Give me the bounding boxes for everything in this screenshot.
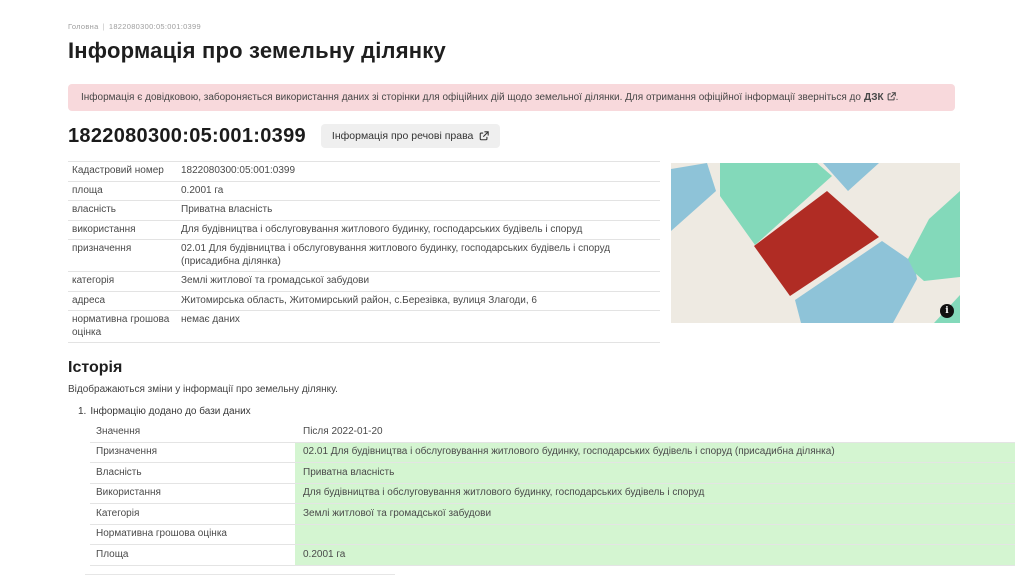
row-value: 02.01 Для будівництва і обслуговування житлового будинку, господарських будівель і споруд (присадибна ділянка): [295, 443, 1015, 463]
row-label: Категорія: [96, 507, 140, 519]
property-rights-button-label: Інформація про речові права: [331, 130, 474, 142]
history-heading: Історія: [68, 359, 123, 376]
cadastral-number: 1822080300:05:001:0399: [68, 124, 306, 147]
table-row: [68, 201, 660, 221]
row-value: Приватна власність: [181, 204, 273, 215]
row-label: нормативна грошова оцінка: [72, 314, 170, 338]
parcel-details-table: [68, 161, 660, 343]
row-label: призначення: [72, 243, 132, 254]
history-table-row: [90, 545, 1015, 566]
row-label: Площа: [96, 548, 129, 560]
history-table: [90, 422, 1015, 566]
history-table-row: [90, 463, 1015, 484]
dzk-link[interactable]: ДЗК: [863, 92, 884, 103]
history-section: [68, 359, 1024, 575]
map-info-icon[interactable]: i: [940, 304, 954, 318]
breadcrumb-home-link[interactable]: Головна: [68, 22, 99, 31]
external-link-icon: [887, 92, 896, 103]
table-row: [68, 162, 660, 182]
disclaimer-alert: [68, 84, 955, 111]
row-label: власність: [72, 204, 117, 215]
cadastral-header-row: [68, 124, 1024, 148]
row-label: Використання: [96, 487, 161, 498]
row-label: категорія: [72, 275, 115, 286]
row-value: Приватна власність: [295, 463, 1015, 483]
row-label: Кадастровий номер: [72, 165, 164, 176]
history-entry-header: [78, 406, 1024, 417]
history-entry-title: Інформацію додано до бази даних: [90, 406, 251, 417]
breadcrumb-separator: |: [102, 22, 105, 31]
row-value: 0.2001 га: [181, 184, 224, 196]
table-row: [68, 182, 660, 202]
details-area: [68, 161, 1024, 343]
row-value: Для будівництва і обслуговування житлового будинку, господарських будівель і споруд: [295, 484, 1015, 504]
external-link-icon: [479, 131, 489, 141]
breadcrumb-current: 1822080300:05:001:0399: [108, 22, 201, 31]
row-value: Після 2022-01-20: [303, 425, 383, 437]
history-table-row: [90, 504, 1015, 525]
parcel-map[interactable]: [671, 163, 960, 323]
row-label: Призначення: [96, 446, 158, 457]
history-table-row: [90, 484, 1015, 505]
row-value: 0.2001 га: [295, 545, 1015, 565]
table-row: [68, 221, 660, 241]
row-label: Власність: [96, 466, 142, 478]
row-label: площа: [72, 184, 103, 196]
table-row: [68, 240, 660, 272]
breadcrumb: [68, 22, 1024, 31]
row-label: Значення: [96, 425, 141, 437]
row-value: Землі житлової та громадської забудови: [295, 504, 1015, 524]
cadastral-map-canvas: [671, 163, 960, 323]
table-row: [68, 292, 660, 312]
row-value: Житомирська область, Житомирський район, с.Березівка, вулиця Злагоди, 6: [181, 294, 537, 306]
row-value: 02.01 Для будівництва і обслуговування житлового будинку, господарських будівель і споруд (присадибна ділянка): [181, 243, 611, 267]
table-row: [68, 272, 660, 292]
history-table-row: [90, 525, 1015, 546]
alert-text: Інформація є довідковою, забороняється використання даних зі сторінки для офіційних дій щодо земельної ділянки. Для отримання офіційної інформації зверніться до ДЗК .: [81, 92, 899, 103]
history-entry: [78, 406, 1024, 575]
page-title: Інформація про земельну ділянку: [68, 38, 446, 63]
row-label: Нормативна грошова оцінка: [96, 528, 227, 539]
row-value: Землі житлової та громадської забудови: [181, 275, 370, 286]
row-label: використання: [72, 223, 136, 235]
property-rights-button[interactable]: [321, 124, 500, 148]
row-value: Для будівництва і обслуговування житлового будинку, господарських будівель і споруд: [181, 223, 583, 235]
row-value: немає даних: [181, 314, 240, 325]
row-label: адреса: [72, 294, 106, 306]
table-row: [68, 311, 660, 343]
history-table-row: [90, 422, 1015, 443]
row-value: [295, 525, 1015, 545]
next-entry-partial-row: [85, 566, 395, 575]
row-value: 1822080300:05:001:0399: [181, 165, 296, 176]
history-table-row: [90, 443, 1015, 464]
history-subtitle: Відображаються зміни у інформації про земельну ділянку.: [68, 384, 338, 395]
history-entry-number: 1.: [78, 406, 87, 417]
